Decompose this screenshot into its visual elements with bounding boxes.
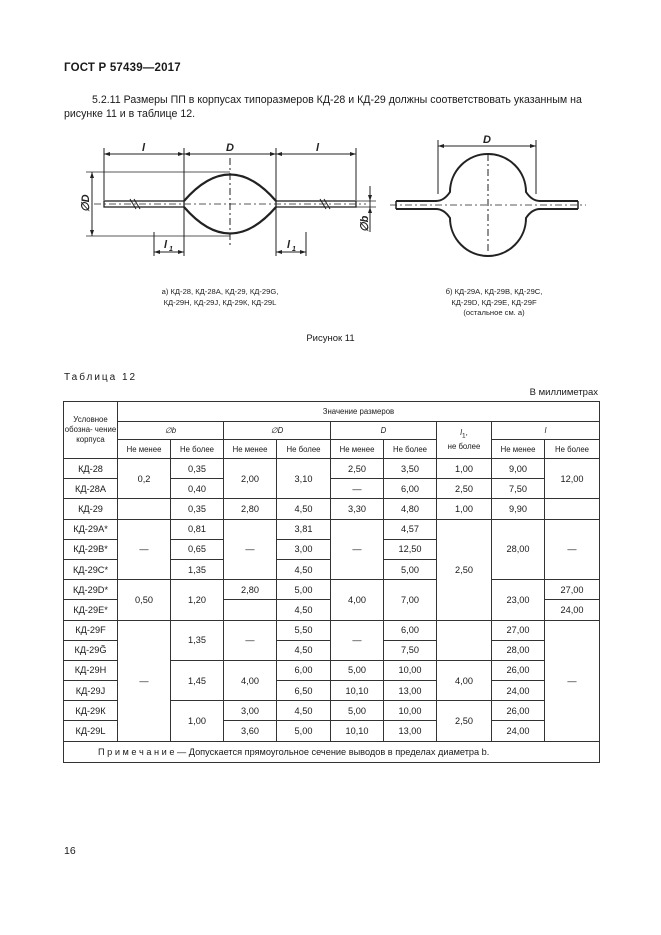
table-cell: 7,00: [384, 580, 437, 620]
header-min: Не менее: [331, 440, 384, 459]
table-cell: 4,50: [277, 559, 331, 579]
table-cell: КД-29: [64, 499, 118, 519]
table-cell: 2,50: [437, 701, 492, 741]
table-cell: 5,50: [277, 620, 331, 640]
table-cell: 10,10: [331, 721, 384, 741]
table-row: [64, 499, 600, 519]
figure-title: Рисунок 11: [306, 333, 355, 344]
table-cell: 3,60: [224, 721, 277, 741]
header-D: D: [331, 422, 437, 440]
table-cell: —: [545, 620, 600, 741]
table-cell: —: [224, 620, 277, 660]
table-cell: 2,50: [331, 459, 384, 479]
header-row-3: [64, 440, 600, 459]
table-cell: 0,2: [118, 459, 171, 499]
table-row: [64, 459, 600, 479]
table-cell: 4,00: [331, 580, 384, 620]
table-cell: 0,81: [171, 519, 224, 539]
figure-a-caption: [120, 287, 320, 308]
header-max: Не более: [384, 440, 437, 459]
dim-D-label-b: D: [483, 134, 491, 146]
table-cell: 24,00: [545, 600, 600, 620]
table-cell: [437, 620, 492, 660]
table-cell: 3,50: [384, 459, 437, 479]
header-max: Не более: [171, 440, 224, 459]
table-row: [64, 620, 600, 640]
table-row: [64, 519, 600, 539]
header-l: l: [492, 422, 600, 440]
table-cell: 3,10: [277, 459, 331, 499]
table-cell: 4,57: [384, 519, 437, 539]
dim-D-label: D: [226, 142, 234, 154]
header-l1-max: не более: [447, 441, 481, 451]
table-cell: 6,00: [384, 479, 437, 499]
table-cell: 13,00: [384, 721, 437, 741]
table-cell: 6,50: [277, 681, 331, 701]
dim-l-right-label: l: [316, 142, 320, 154]
table-cell: 2,80: [224, 499, 277, 519]
table-cell: 3,81: [277, 519, 331, 539]
dimensions-table: [63, 401, 600, 763]
table-cell: 5,00: [384, 559, 437, 579]
header-row-1: [64, 402, 600, 422]
table-cell: 1,00: [437, 499, 492, 519]
table-cell: 13,00: [384, 681, 437, 701]
table-cell: 2,00: [224, 459, 277, 499]
table-cell: 28,00: [492, 519, 545, 580]
table-cell: КД-29С*: [64, 559, 118, 579]
table-cell: КД-28А: [64, 479, 118, 499]
header-body-designation: Условное обозна- чение корпуса: [64, 402, 118, 459]
table-cell: 2,50: [437, 519, 492, 620]
header-l1-sub: 1: [461, 432, 466, 440]
table-cell: 10,00: [384, 660, 437, 680]
table-cell: —: [224, 519, 277, 580]
table-cell: 27,00: [492, 620, 545, 640]
table-cell: 12,50: [384, 539, 437, 559]
table-cell: КД-29Н: [64, 660, 118, 680]
table-units: В миллиметрах: [529, 387, 598, 398]
dim-l1-right-label: l: [287, 239, 291, 251]
caption-a-line-2: КД-29Н, КД-29J, КД-29К, КД-29L: [163, 297, 277, 307]
table-cell: —: [331, 519, 384, 580]
table-cell: —: [118, 620, 171, 741]
figure-b-drawing: [390, 132, 590, 257]
intro-paragraph: 5.2.11 Размеры ПП в корпусах типоразмеров КД-28 и КД-29 должны соответствовать указанным на рисунке 11 и в таблице 12.: [64, 94, 582, 120]
table-cell: 4,50: [277, 701, 331, 721]
table-cell: КД-28: [64, 459, 118, 479]
table-cell: 23,00: [492, 580, 545, 620]
table-cell: 4,50: [277, 640, 331, 660]
table-note: П р и м е ч а н и е — Допускается прямоугольное сечение выводов в пределах диаметра b.: [64, 741, 600, 762]
table-cell: 1,00: [171, 701, 224, 741]
table-cell: 2,50: [437, 479, 492, 499]
table-cell: КД-29F: [64, 620, 118, 640]
table-cell: 3,30: [331, 499, 384, 519]
table-cell: КД-29А*: [64, 519, 118, 539]
dim-phib-label: ∅b: [359, 215, 371, 232]
table-cell: КД-29D*: [64, 580, 118, 600]
header-values: Значение размеров: [118, 402, 600, 422]
caption-b-line-3: (остальное см. а): [463, 308, 525, 317]
table-cell: КД-29J: [64, 681, 118, 701]
document-code-header: ГОСТ Р 57439—2017: [64, 62, 181, 74]
table-cell: 5,00: [331, 660, 384, 680]
table-cell: 10,00: [384, 701, 437, 721]
header-max: Не более: [277, 440, 331, 459]
figure-b-caption: [394, 287, 594, 319]
table-cell: 3,00: [224, 701, 277, 721]
table-cell: 1,35: [171, 620, 224, 660]
caption-a-line-1: а) КД-28, КД-28А, КД-29, КД-29G,: [161, 287, 279, 296]
table-cell: 7,50: [384, 640, 437, 660]
table-cell: 9,90: [492, 499, 545, 519]
dim-l1-left-label: l: [164, 239, 168, 251]
table-cell: 1,20: [171, 580, 224, 620]
dim-l1-left-sub: 1: [169, 246, 173, 253]
table-cell: 1,45: [171, 660, 224, 700]
dim-phiD-label: ∅D: [80, 194, 92, 212]
table-cell: 5,00: [277, 721, 331, 741]
page-number: 16: [64, 845, 76, 857]
table-cell: КД-29К: [64, 701, 118, 721]
table-cell: 28,00: [492, 640, 545, 660]
table-cell: 4,00: [437, 660, 492, 700]
table-cell: 10,10: [331, 681, 384, 701]
table-cell: КД-29В*: [64, 539, 118, 559]
dim-l-left-label: l: [142, 142, 146, 154]
table-cell: КД-29G̃: [64, 640, 118, 660]
table-cell: 0,65: [171, 539, 224, 559]
dim-l1-right-sub: 1: [292, 246, 296, 253]
table-cell: 6,00: [277, 660, 331, 680]
header-min: Не менее: [224, 440, 277, 459]
table-cell: КД-29L: [64, 721, 118, 741]
table-cell: 5,00: [331, 701, 384, 721]
table-note-row: [64, 741, 600, 762]
table-cell: 4,50: [277, 600, 331, 620]
header-phiD: ∅D: [224, 422, 331, 440]
table-cell: 0,35: [171, 459, 224, 479]
table-cell: 0,35: [171, 499, 224, 519]
table-cell: КД-29Е*: [64, 600, 118, 620]
header-row-2: [64, 422, 600, 440]
table-cell: —: [118, 519, 171, 580]
header-l1-symbol: l: [460, 428, 462, 438]
table-cell: 26,00: [492, 660, 545, 680]
table-cell: [545, 499, 600, 519]
header-min: Не менее: [492, 440, 545, 459]
table-cell: 26,00: [492, 701, 545, 721]
table-cell: [118, 499, 171, 519]
table-cell: 7,50: [492, 479, 545, 499]
figure-a-drawing: [80, 140, 380, 265]
table-cell: 24,00: [492, 681, 545, 701]
table-cell: 3,00: [277, 539, 331, 559]
table-cell: 2,80: [224, 580, 277, 600]
table-cell: 4,00: [224, 660, 277, 700]
table-cell: 0,50: [118, 580, 171, 620]
table-cell: 9,00: [492, 459, 545, 479]
table-cell: 1,35: [171, 559, 224, 579]
table-cell: —: [545, 519, 600, 580]
header-l1: [437, 422, 492, 459]
header-min: Не менее: [118, 440, 171, 459]
table-cell: 1,00: [437, 459, 492, 479]
header-max: Не более: [545, 440, 600, 459]
table-title: Таблица 12: [64, 372, 138, 383]
table-row: [64, 580, 600, 600]
table-cell: 5,00: [277, 580, 331, 600]
caption-b-line-1: б) КД-29А, КД-29В, КД-29С,: [445, 287, 543, 296]
table-cell: —: [331, 620, 384, 660]
table-cell: [224, 600, 277, 620]
header-l1-comma: ,: [465, 428, 468, 438]
table-cell: 4,80: [384, 499, 437, 519]
table-cell: 6,00: [384, 620, 437, 640]
table-cell: 12,00: [545, 459, 600, 499]
table-cell: 24,00: [492, 721, 545, 741]
table-cell: 4,50: [277, 499, 331, 519]
caption-b-line-2: КД-29D, КД-29Е, КД-29F: [451, 297, 537, 307]
header-phib: ∅b: [118, 422, 224, 440]
table-cell: 27,00: [545, 580, 600, 600]
table-cell: —: [331, 479, 384, 499]
table-cell: 0,40: [171, 479, 224, 499]
